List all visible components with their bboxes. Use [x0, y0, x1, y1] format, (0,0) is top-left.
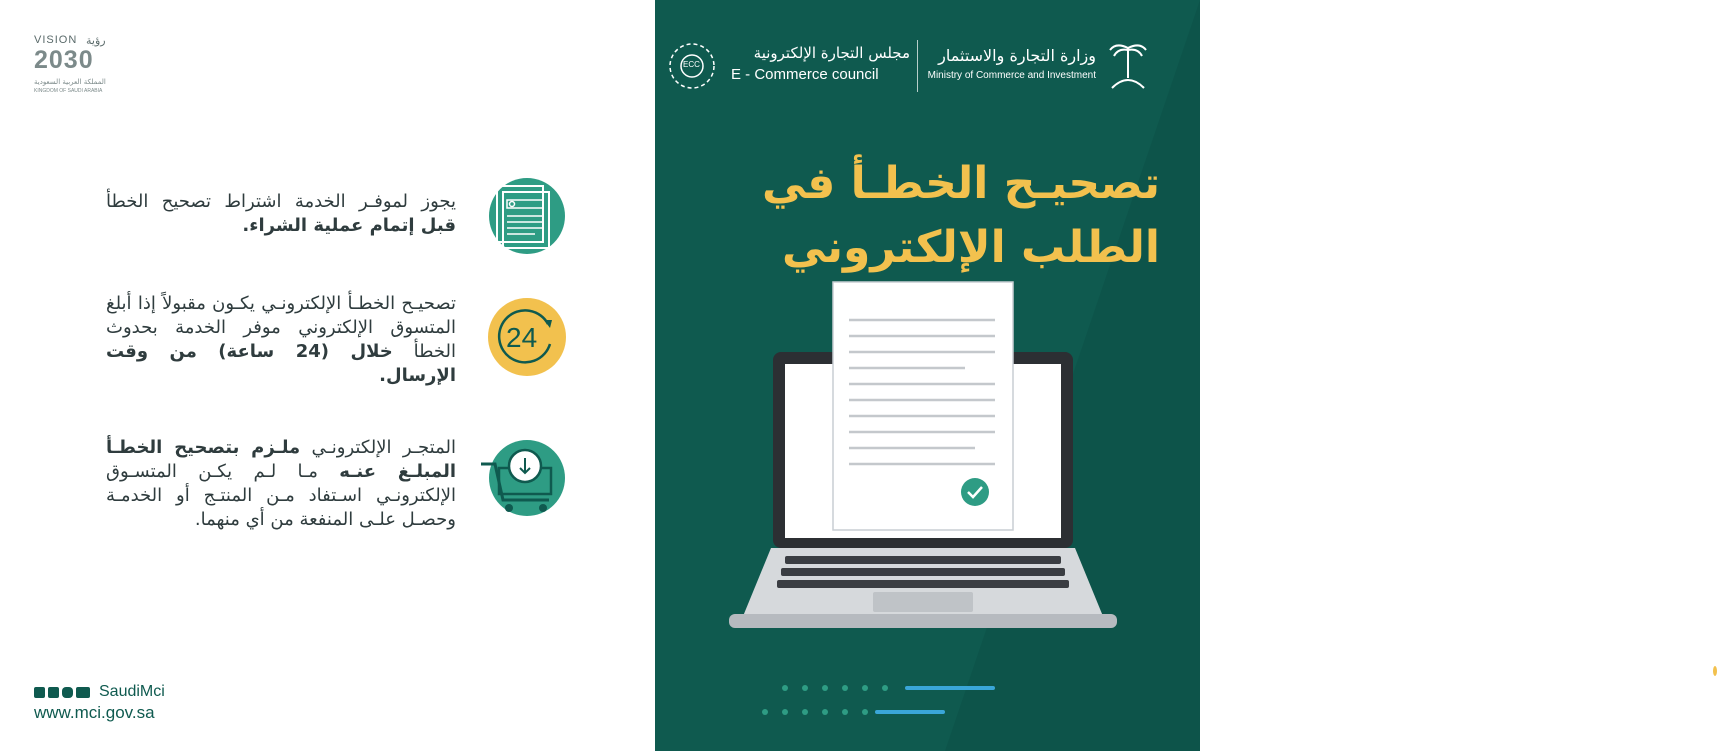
item-text-3	[106, 436, 456, 532]
vision-word-ar: رؤية	[86, 34, 106, 47]
council-name-en: E - Commerce council	[731, 66, 879, 83]
24-hours-icon	[488, 298, 566, 376]
item-text-plain: المتجـر الإلكترونـي	[300, 437, 456, 458]
article-reference	[1667, 648, 1717, 693]
saudi-emblem-icon	[1106, 38, 1150, 94]
shopping-cart-icon	[489, 440, 565, 516]
item-text-plain: يجوز لموفـر الخدمة اشتراط تصحيح الخطأ	[106, 191, 456, 212]
vision-word: VISION	[34, 34, 78, 46]
title-panel	[655, 0, 1708, 751]
item-text-plain-2: مـا لـم يكـن المتسـوق الإلكترونـي اسـتفاد مـن المنتـج أو الخدمـة وحصـل علـى المنفعة من أي منهما.	[106, 461, 456, 530]
bullet-dot-icon	[1713, 666, 1717, 676]
page-title	[720, 152, 1160, 280]
ecc-logo-text: ECC	[683, 60, 700, 69]
kingdom-name-ar: المملكة العربية السعودية	[34, 78, 106, 86]
social-links	[34, 683, 165, 701]
ministry-name-en: Ministry of Commerce and Investment	[927, 70, 1096, 81]
info-panel	[0, 0, 655, 751]
website-link[interactable]: www.mci.gov.sa	[34, 703, 155, 722]
social-handle[interactable]: SaudiMci	[99, 683, 165, 700]
article-text: المادة ٤ من النظام	[1673, 648, 1708, 693]
item-text-1	[106, 190, 456, 238]
kingdom-name-en: KINGDOM OF SAUDI ARABIA	[34, 88, 103, 94]
header-divider	[917, 40, 918, 92]
vision-year: 2030	[34, 46, 94, 74]
council-name-ar: مجلس التجارة الإلكترونية	[753, 44, 910, 62]
laptop-illustration	[725, 280, 1125, 640]
item-text-bold: قبل إتمام عملية الشراء.	[242, 215, 456, 236]
title-line-1: تصحيـح الخطـأ في	[762, 158, 1160, 209]
item-text-bold: خلال (24 ساعة) من وقت الإرسال.	[106, 341, 456, 386]
vision-2030-logo	[30, 34, 120, 98]
item-text-2	[106, 292, 456, 388]
youtube-icon[interactable]	[76, 687, 90, 698]
title-line-2: الطلب الإلكتروني	[782, 222, 1160, 273]
item-text-plain: تصحيـح الخطـأ الإلكترونـي يكـون مقبولاً إذا أبلغ المتسوق الإلكتروني موفر الخدمة بحدوث الخطأ	[106, 293, 456, 362]
24-label: 24	[506, 322, 538, 353]
ministry-name-ar: وزارة التجارة والاستثمار	[938, 46, 1096, 65]
item-text-bold: ملـزم بتصحيح الخطـأ المبلـغ عنـه	[106, 437, 456, 482]
instagram-icon[interactable]	[62, 687, 73, 698]
twitter-icon[interactable]	[34, 687, 45, 698]
document-form-icon	[489, 178, 565, 254]
facebook-icon[interactable]	[48, 687, 59, 698]
